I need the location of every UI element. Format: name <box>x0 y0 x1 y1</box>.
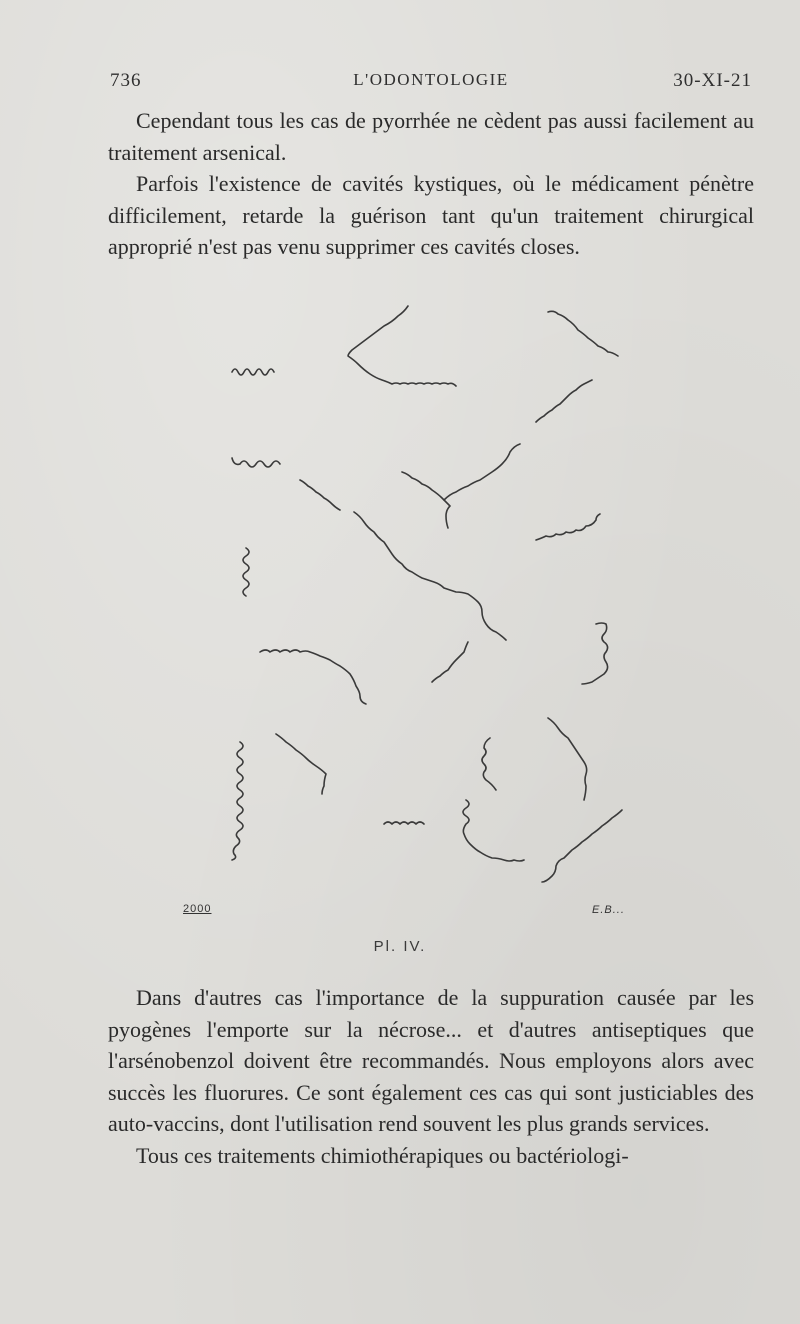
spirochete <box>432 642 468 682</box>
paragraph: Dans d'autres cas l'importance de la suppuration causée par les pyogènes l'emporte sur la nécrose... et d'autres antiseptiques que l'arsénobenzol doivent être recommandés. Nous employons alors avec succès les fluorures. Ce sont également ces cas qui sont justiciables des auto-vaccins, dont l'utilisation rend souvent les plus grands services. <box>108 985 754 1136</box>
issue-date: 30-XI-21 <box>673 70 752 91</box>
spirochete <box>232 458 280 467</box>
spirochete <box>276 734 326 794</box>
spirochete <box>232 742 243 860</box>
page-number: 736 <box>110 70 142 91</box>
spirochete <box>548 718 587 800</box>
spirochete <box>482 738 496 790</box>
spirochete <box>243 548 249 596</box>
spirochete <box>444 444 520 500</box>
spirochete <box>582 623 608 684</box>
figure-plate <box>0 290 800 970</box>
spirochete <box>232 369 274 375</box>
spirochete <box>536 514 600 540</box>
spirochete <box>536 380 592 422</box>
spirochete <box>348 306 456 386</box>
spirochete <box>402 472 450 528</box>
text-block-top <box>108 105 754 263</box>
plate-caption: Pl. IV. <box>373 938 427 955</box>
page-header <box>110 70 752 100</box>
magnification-label: 2000 <box>183 903 212 915</box>
spirochete <box>542 810 622 882</box>
text-block-bottom <box>108 982 754 1171</box>
spirochete-illustration <box>0 290 800 970</box>
artist-signature: E.B... <box>592 904 625 916</box>
running-title: L'ODONTOLOGIE <box>353 70 509 89</box>
spirochete <box>463 800 524 861</box>
paragraph: Tous ces traitements chimiothérapiques ou bactériologi- <box>136 1142 629 1168</box>
paragraph: Parfois l'existence de cavités kystiques, où le médicament pénètre difficilement, retarde la guérison tant qu'un traitement chirurgical approprié n'est pas venu supprimer ces cavités closes. <box>108 171 754 259</box>
spirochete <box>548 311 618 356</box>
spirochete <box>300 480 340 510</box>
paragraph: Cependant tous les cas de pyorrhée ne cèdent pas aussi facilement au traitement arsenical. <box>108 108 754 165</box>
spirochete <box>384 822 424 824</box>
spirochete <box>260 650 366 704</box>
spirochete <box>354 512 506 640</box>
